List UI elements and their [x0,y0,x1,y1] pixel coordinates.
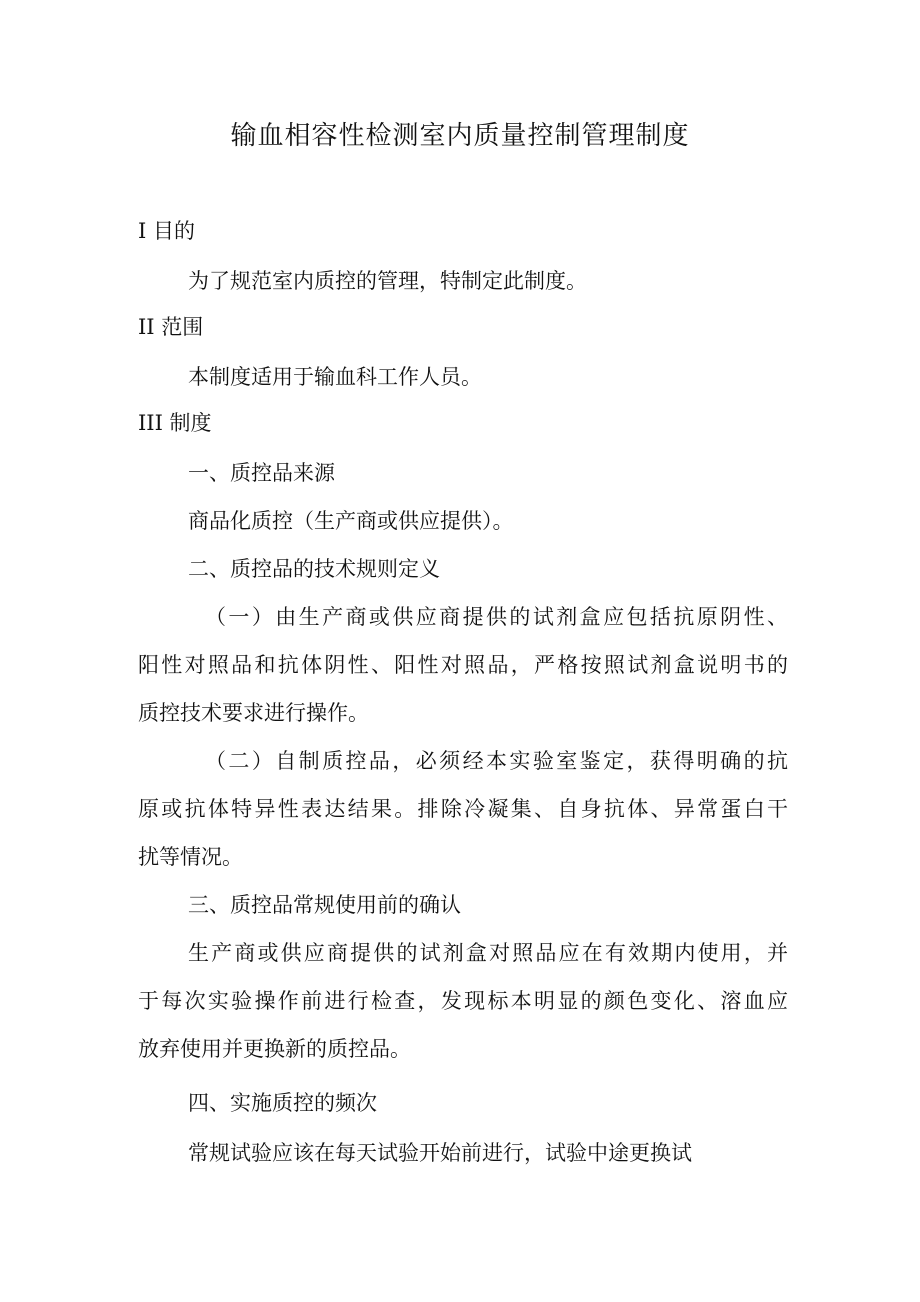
paragraph-line: （一）由生产商或供应商提供的试剂盒应包括抗原阴性、 [205,605,788,629]
section-heading-policy: III 制度 [138,411,212,435]
paragraph-purpose: 为了规范室内质控的管理，特制定此制度。 [188,269,587,293]
paragraph-line: 于每次实验操作前进行检查，发现标本明显的颜色变化、溶血应 [138,989,788,1013]
subheading-qc-definition: 二、质控品的技术规则定义 [188,557,440,581]
section-heading-scope: II 范围 [138,315,204,339]
section-heading-purpose: I 目的 [138,219,195,243]
paragraph-qc-source: 商品化质控（生产商或供应提供）。 [188,509,514,533]
subheading-qc-confirmation: 三、质控品常规使用前的确认 [188,893,461,917]
paragraph-line: 阳性对照品和抗体阴性、阳性对照品，严格按照试剂盒说明书的 [138,653,788,677]
paragraph-line: 原或抗体特异性表达结果。排除冷凝集、自身抗体、异常蛋白干 [138,797,788,821]
document-title: 输血相容性检测室内质量控制管理制度 [230,121,690,151]
paragraph-line: 放弃使用并更换新的质控品。 [138,1037,411,1061]
subheading-qc-frequency: 四、实施质控的频次 [188,1091,377,1115]
subheading-qc-source: 一、质控品来源 [188,461,335,485]
paragraph-line: 常规试验应该在每天试验开始前进行，试验中途更换试 [188,1141,692,1165]
paragraph-line: 质控技术要求进行操作。 [138,701,369,725]
paragraph-line: 扰等情况。 [138,845,243,869]
paragraph-scope: 本制度适用于输血科工作人员。 [188,365,482,389]
paragraph-line: 生产商或供应商提供的试剂盒对照品应在有效期内使用，并 [188,941,788,965]
paragraph-line: （二）自制质控品，必须经本实验室鉴定，获得明确的抗 [205,749,788,773]
